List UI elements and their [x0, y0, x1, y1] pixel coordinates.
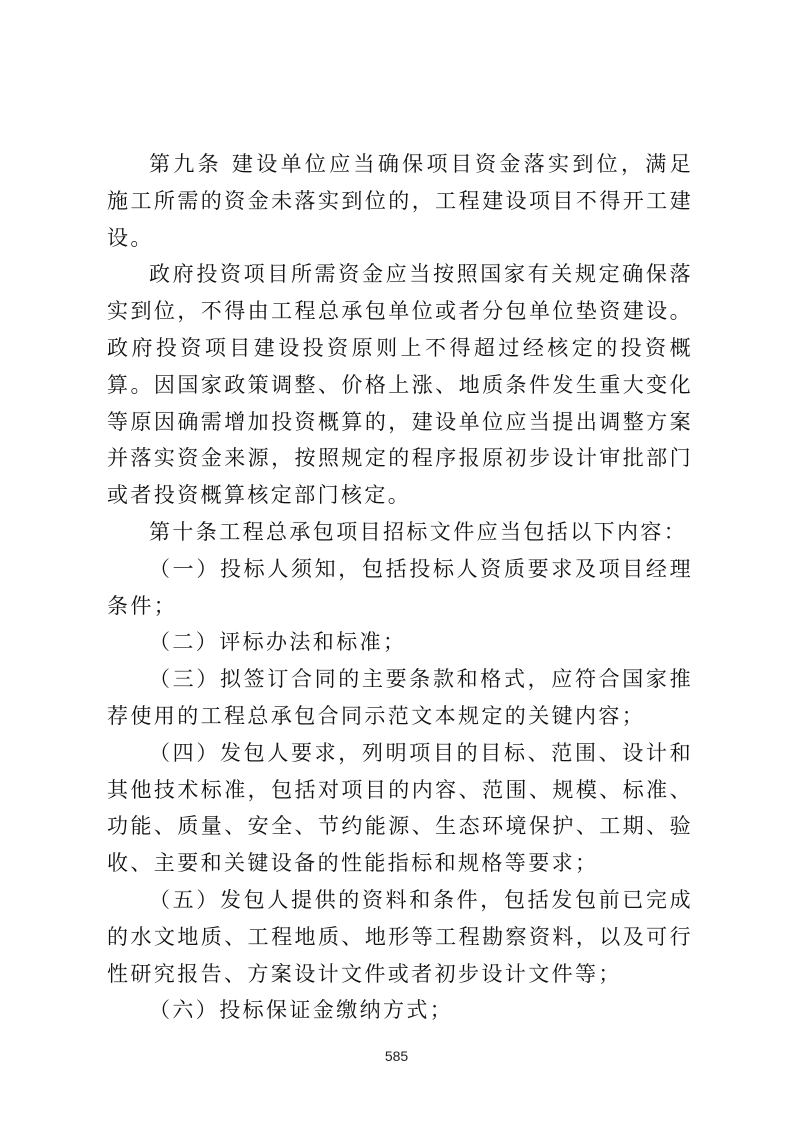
list-item-1: （一）投标人须知，包括投标人资质要求及项目经理条件； [107, 556, 693, 618]
paragraph-article-10: 第十条工程总承包项目招标文件应当包括以下内容： [149, 519, 688, 544]
paragraph-government-investment: 政府投资项目所需资金应当按照国家有关规定确保落实到位，不得由工程总承包单位或者分包单位垫资建设。政府投资项目建设投资原则上不得超过经核定的投资概算。因国家政策调整、价格上涨、地质条件发生重大变化等原因确需增加投资概算的，建设单位应当提出调整方案并落实资金来源，按照规定的程序报原初步设计审批部门或者投资概算核定部门核定。 [107, 262, 693, 508]
list-item-5: （五）发包人提供的资料和条件，包括发包前已完成的水文地质、工程地质、地形等工程勘察资料，以及可行性研究报告、方案设计文件或者初步设计文件等； [107, 887, 693, 986]
list-item-4: （四）发包人要求，列明项目的目标、范围、设计和其他技术标准，包括对项目的内容、范围、规模、标准、功能、质量、安全、节约能源、生态环境保护、工期、验收、主要和关键设备的性能指标和规格等要求； [107, 740, 693, 876]
paragraph-article-9: 第九条 建设单位应当确保项目资金落实到位，满足施工所需的资金未落实到位的，工程建设项目不得开工建设。 [107, 152, 693, 250]
list-item-6: （六）投标保证金缴纳方式； [149, 998, 454, 1023]
list-item-3: （三）拟签订合同的主要条款和格式，应符合国家推荐使用的工程总承包合同示范文本规定的关键内容； [107, 667, 693, 728]
page-number: 585 [384, 1048, 409, 1064]
list-item-2: （二）评标办法和标准； [149, 630, 407, 655]
document-body [107, 146, 693, 1029]
